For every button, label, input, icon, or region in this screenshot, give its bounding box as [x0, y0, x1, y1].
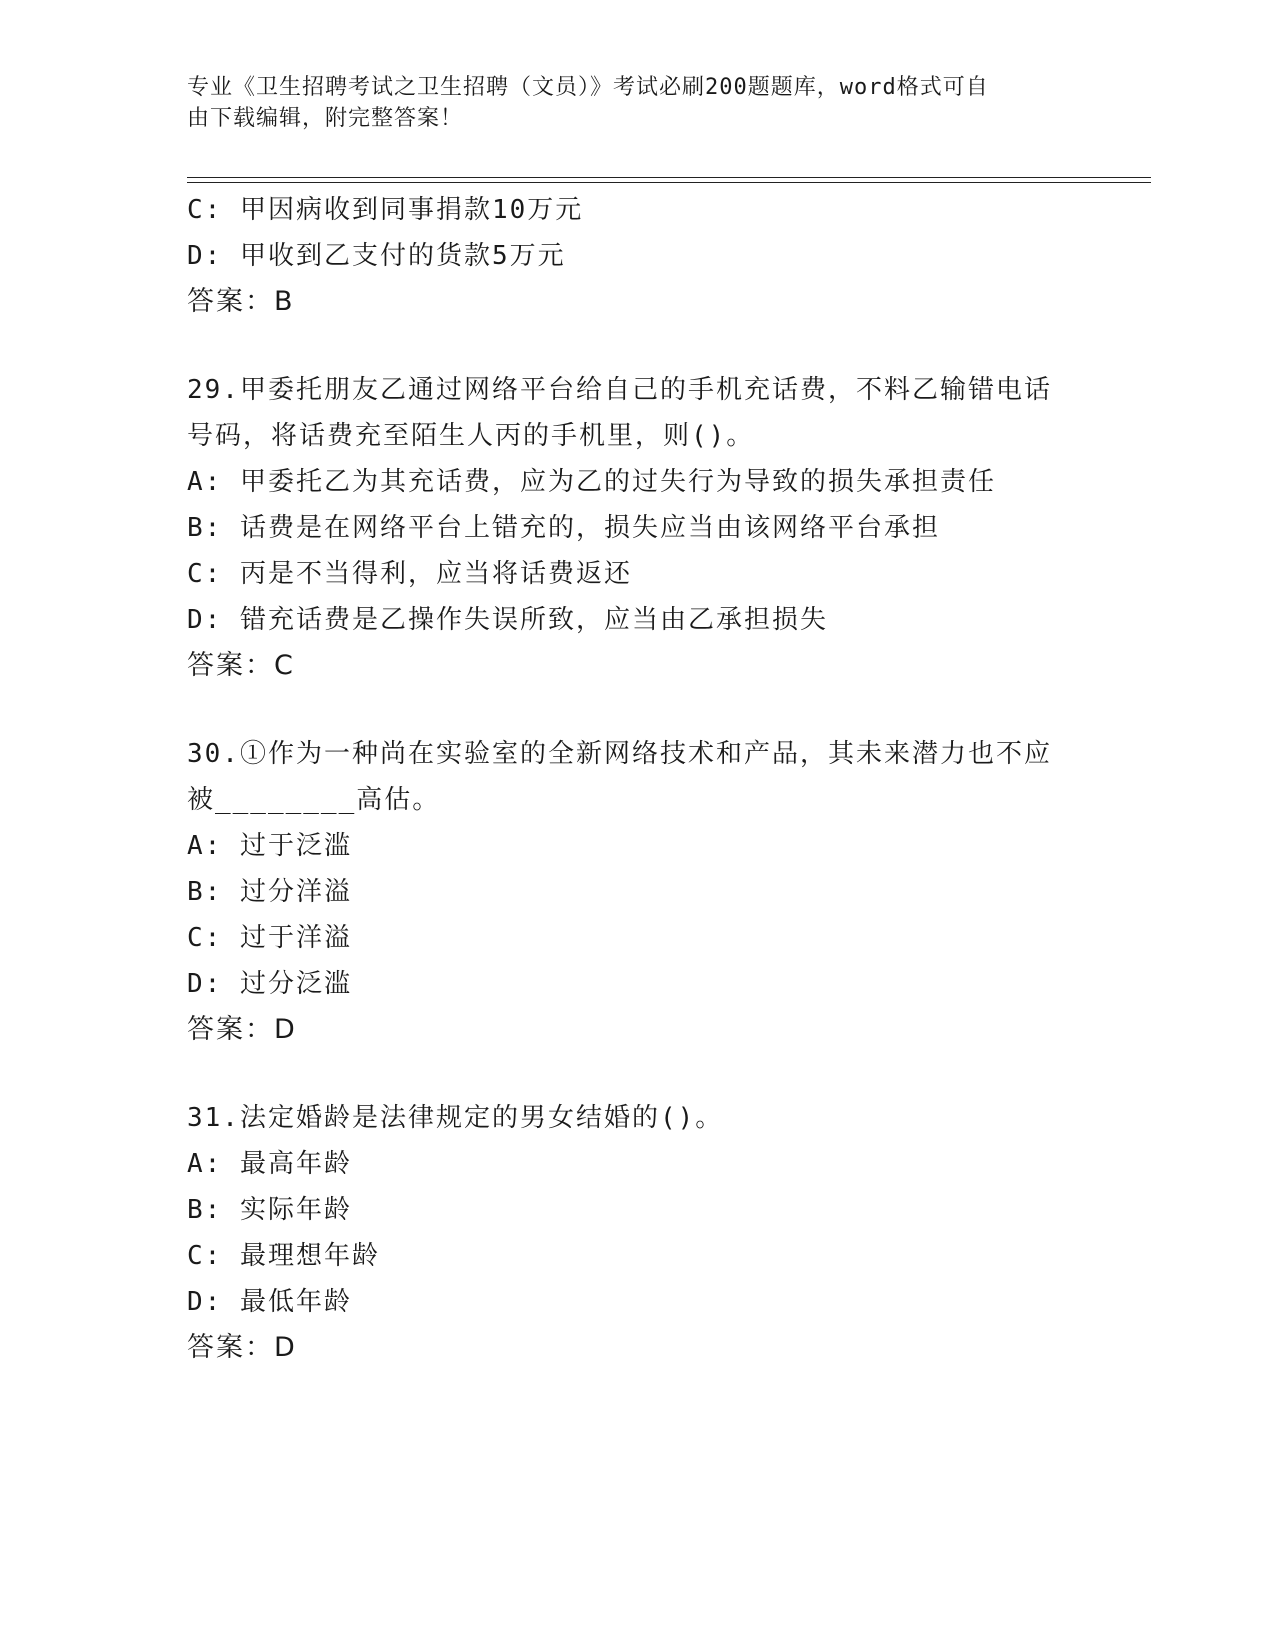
option-b: B: 话费是在网络平台上错充的，损失应当由该网络平台承担 [187, 513, 940, 543]
option-d: D: 甲收到乙支付的货款5万元 [187, 241, 566, 271]
option-c: C: 最理想年龄 [187, 1241, 380, 1271]
question-30 [187, 731, 1087, 1053]
header-divider-top [187, 177, 1151, 178]
option-c: C: 甲因病收到同事捐款10万元 [187, 195, 584, 225]
question-stem-line: 被________高估。 [187, 785, 441, 815]
answer-line: 答案：D [187, 1014, 297, 1045]
option-b: B: 实际年龄 [187, 1195, 352, 1225]
option-a: A: 最高年龄 [187, 1149, 352, 1179]
answer-line: 答案：D [187, 1332, 297, 1363]
option-b: B: 过分洋溢 [187, 877, 352, 907]
question-28-tail [187, 187, 1087, 325]
option-a: A: 过于泛滥 [187, 831, 352, 861]
question-stem-line: 29.甲委托朋友乙通过网络平台给自己的手机充话费，不料乙输错电话 [187, 375, 1052, 405]
answer-line: 答案：C [187, 650, 295, 681]
option-c: C: 过于洋溢 [187, 923, 352, 953]
question-stem-line: 号码，将话费充至陌生人丙的手机里，则()。 [187, 421, 755, 451]
header-line-2: 由下载编辑，附完整答案！ [187, 106, 464, 131]
option-d: D: 过分泛滥 [187, 969, 352, 999]
option-c: C: 丙是不当得利，应当将话费返还 [187, 559, 632, 589]
option-d: D: 最低年龄 [187, 1287, 352, 1317]
question-stem-line: 30.①作为一种尚在实验室的全新网络技术和产品，其未来潜力也不应 [187, 739, 1052, 769]
question-31 [187, 1095, 1087, 1371]
header-divider-bottom [187, 182, 1151, 183]
question-29 [187, 367, 1087, 689]
option-a: A: 甲委托乙为其充话费，应为乙的过失行为导致的损失承担责任 [187, 467, 996, 497]
question-stem-line: 31.法定婚龄是法律规定的男女结婚的()。 [187, 1103, 724, 1133]
page-header [187, 72, 1087, 134]
answer-line: 答案：B [187, 286, 295, 317]
option-d: D: 错充话费是乙操作失误所致，应当由乙承担损失 [187, 605, 828, 635]
header-line-1: 专业《卫生招聘考试之卫生招聘（文员）》考试必刷200题题库，word格式可自 [187, 75, 989, 100]
question-list [187, 187, 1087, 1371]
